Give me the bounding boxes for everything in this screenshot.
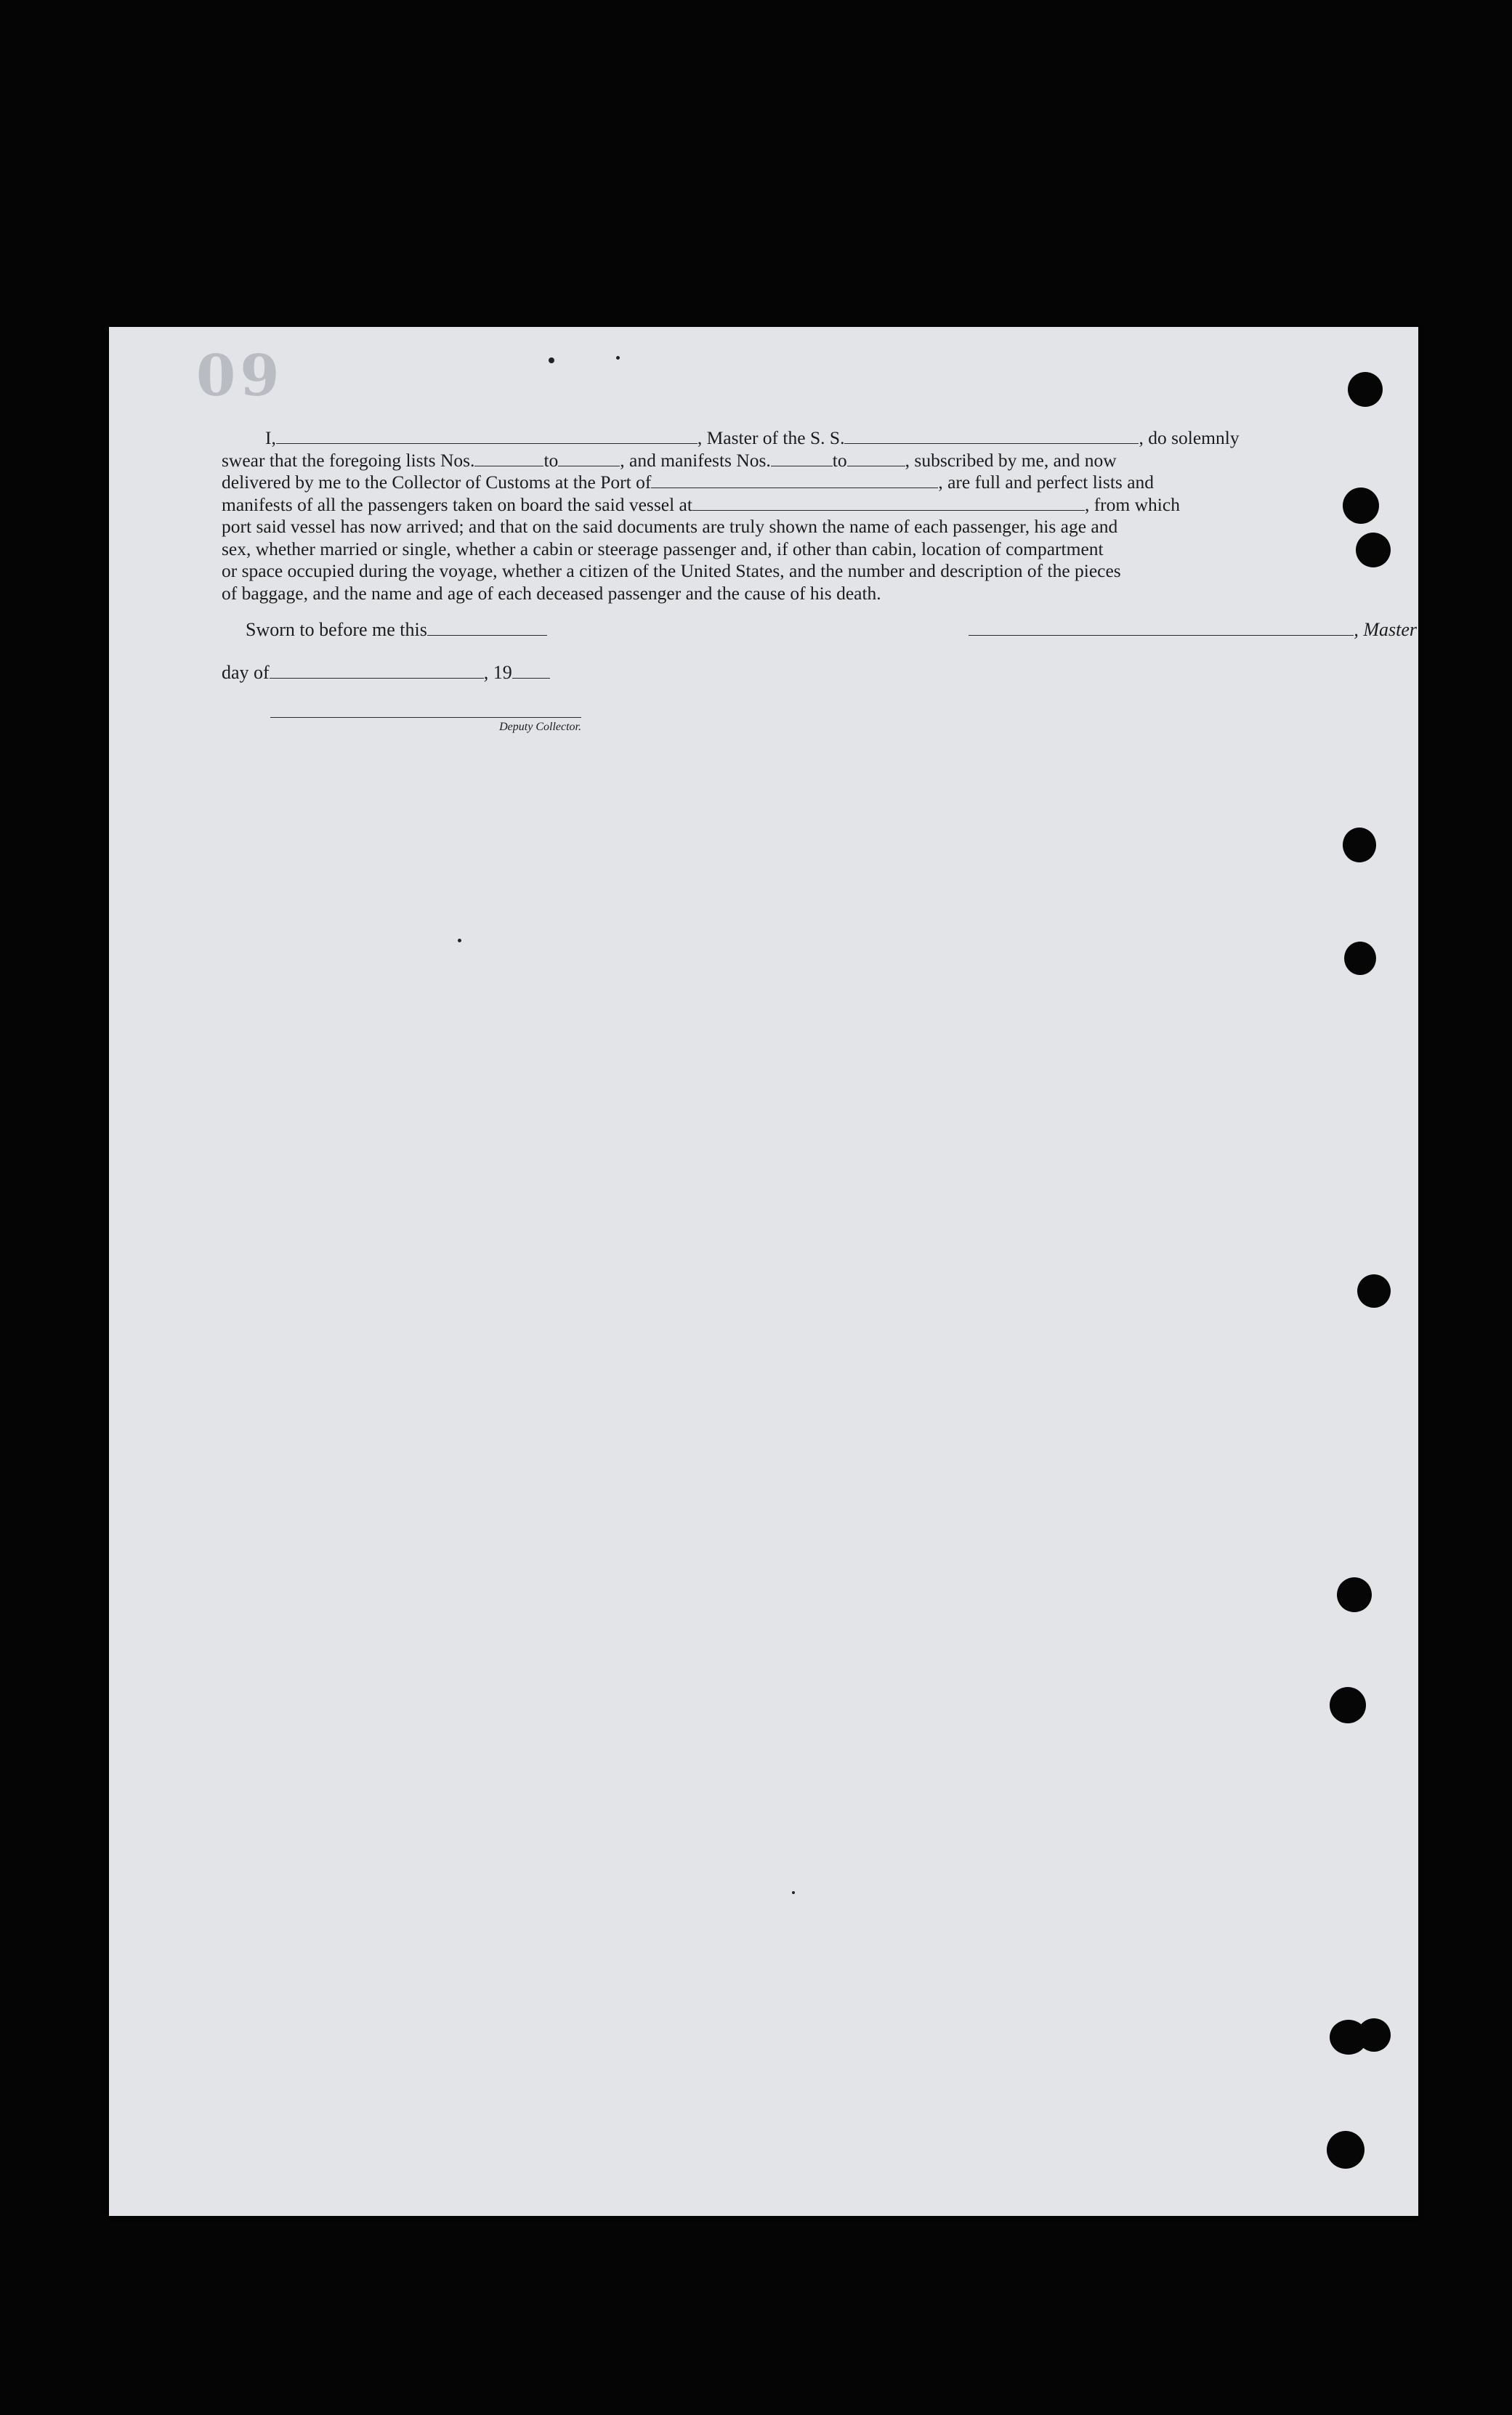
date-line [222, 662, 550, 684]
punch-hole-3 [1356, 533, 1391, 567]
master-of-ss-label: , Master of the S. S. [697, 427, 845, 448]
ship-name-blank [844, 430, 1139, 444]
manifests-to-blank [847, 453, 905, 466]
page-stamp-number: 09 [196, 343, 284, 409]
lists-to-blank [558, 453, 620, 466]
oath-line-2 [222, 450, 1417, 472]
punch-hole-7 [1337, 1577, 1372, 1612]
speck [549, 357, 554, 363]
punch-hole-11 [1327, 2131, 1365, 2169]
punch-hole-4 [1343, 828, 1376, 862]
oath-line-3 [222, 472, 1417, 494]
departure-port-blank [692, 497, 1085, 511]
sworn-label: Sworn to before me this [246, 619, 427, 640]
lists-from-blank [474, 453, 543, 466]
manifest-back-page [109, 327, 1418, 2216]
deputy-collector-signature: Deputy Collector. [270, 717, 581, 734]
day-of-label: day of [222, 662, 270, 683]
punch-hole-5 [1344, 942, 1376, 975]
speck [616, 356, 620, 360]
manifests-label: , and manifests Nos. [620, 449, 771, 471]
solemnly-label: , do solemnly [1139, 427, 1240, 448]
punch-hole-8 [1330, 1687, 1366, 1723]
oath-line-6: sex, whether married or single, whether a cabin or steerage passenger and, if other than cabin, location of compartment [222, 538, 1104, 559]
master-signature [969, 619, 1417, 641]
taken-on-board-label: manifests of all the passengers taken on board the said vessel at [222, 493, 692, 515]
oath-line-5: port said vessel has now arrived; and that on the said documents are truly shown the name of each passenger, his age and [222, 516, 1118, 537]
port-blank [651, 474, 938, 488]
oath-paragraph [222, 427, 1417, 604]
manifests-from-blank [771, 453, 833, 466]
month-blank [270, 665, 484, 679]
sworn-day-blank [427, 622, 547, 636]
master-label: , Master [1354, 619, 1417, 640]
punch-hole-2 [1343, 488, 1379, 524]
speck [458, 939, 461, 942]
year-blank [512, 665, 550, 679]
lists-to-label: to [543, 449, 559, 471]
oath-line-8: of baggage, and the name and age of each deceased passenger and the cause of his death. [222, 582, 881, 604]
subscribed-label: , subscribed by me, and now [905, 449, 1117, 471]
manifests-to-label: to [832, 449, 847, 471]
speck [792, 1891, 795, 1894]
oath-pronoun: I, [265, 427, 276, 448]
sworn-line [246, 619, 1417, 641]
master-name-blank [276, 430, 698, 444]
oath-line-1 [222, 427, 1417, 450]
master-signature-blank [969, 622, 1354, 636]
punch-hole-10 [1357, 2018, 1391, 2052]
oath-line-4 [222, 494, 1417, 517]
from-which-label: , from which [1084, 493, 1180, 515]
swear-label: swear that the foregoing lists Nos. [222, 449, 475, 471]
year-label: , 19 [483, 662, 512, 683]
punch-hole-6 [1357, 1274, 1391, 1308]
full-lists-label: , are full and perfect lists and [938, 472, 1155, 493]
delivered-label: delivered by me to the Collector of Customs at the Port of [222, 472, 652, 493]
punch-hole-1 [1348, 372, 1383, 407]
oath-line-7: or space occupied during the voyage, whether a citizen of the United States, and the number and description of the pieces [222, 560, 1121, 581]
